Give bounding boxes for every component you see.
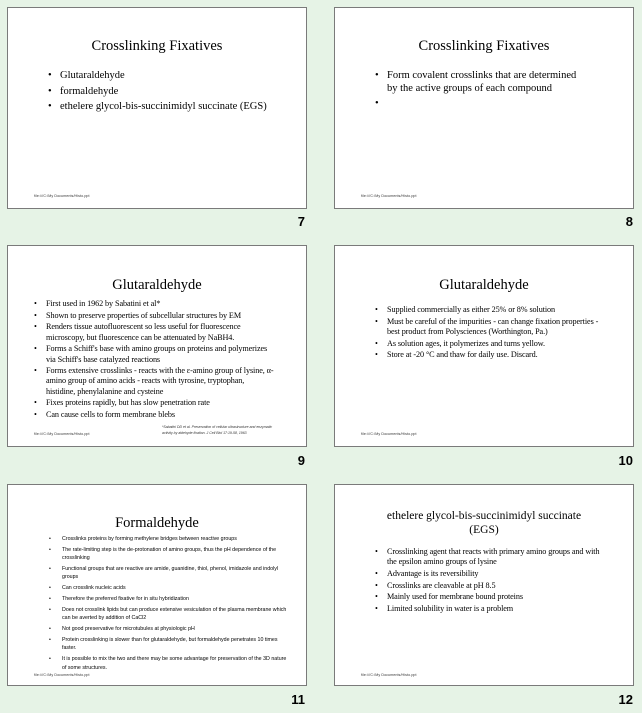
page-number: 7 (297, 214, 305, 229)
footer-url: file:///C:/My Documents/Histo.ppt (361, 194, 417, 198)
bullet-item: • Can crosslink nucleic acids (46, 584, 292, 592)
bullet-item: • Must be careful of the impurities - can change fixation properties - best product from Polysciences (Worthington, Pa.) (375, 317, 600, 337)
slide-8 (334, 7, 634, 209)
bullet-item: • Limited solubility in water is a problem (375, 604, 600, 614)
bullet-item: • Therefore the preferred fixative for in situ hybridization (46, 595, 292, 603)
bullet-item: • Supplied commercially as either 25% or 8% solution (375, 305, 600, 315)
bullet-list (46, 535, 292, 675)
footer-url: file:///C:/My Documents/Histo.ppt (34, 673, 90, 677)
slide-title: Glutaraldehyde (112, 277, 202, 293)
page-number: 11 (291, 692, 305, 707)
bullet-item: • ethelere glycol-bis-succinimidyl succinate (EGS) (48, 101, 278, 114)
slide-title: Glutaraldehyde (439, 277, 529, 293)
bullet-item: • Crosslinks proteins by forming methylene bridges between reactive groups (46, 535, 292, 543)
citation: *Sabatini DD et al. Preservation of cellular ultrastructure and enzymatic activity by aldehyde fixation. J Cell Biol 17:19-58, 1963 (162, 425, 273, 435)
bullet-list (48, 70, 278, 117)
slide-11 (7, 484, 307, 686)
bullet-list (375, 547, 600, 616)
page-number: 9 (297, 453, 305, 468)
bullet-list (375, 305, 600, 362)
bullet-item: • formaldehyde (48, 86, 278, 99)
page-number: 10 (618, 453, 633, 468)
bullet-item: • Functional groups that are reactive are amide, guanidine, thiol, phenol, imidazole and indolyl groups (46, 565, 292, 582)
bullet-item: • Does not crosslink lipids but can produce extensive vesiculation of the plasma membrane which can be averted by addition of CaCl2 (46, 606, 292, 623)
bullet-item: • As solution ages, it polymerizes and turns yellow. (375, 339, 600, 349)
footer-url: file:///C:/My Documents/Histo.ppt (34, 194, 90, 198)
slide-12 (334, 484, 634, 686)
bullet-item: • Not good preservative for microtubules at physiologic pH (46, 625, 292, 633)
bullet-item: • First used in 1962 by Sabatini et al* (34, 299, 274, 309)
slide-title: Crosslinking Fixatives (91, 38, 223, 54)
slide-10 (334, 245, 634, 447)
bullet-item: • The rate-limiting step is the de-protonation of amino groups, thus the pH dependence of the crosslinking (46, 546, 292, 563)
page-number: 12 (618, 692, 633, 707)
bullet-item: • Renders tissue autofluorescent so less useful for fluorescence microscopy, but fluorescence can be attenuated by NaBH4. (34, 322, 274, 342)
bullet-list (375, 70, 580, 113)
page-number: 8 (625, 214, 633, 229)
bullet-item: • It is possible to mix the two and there may be some advantage for preservation of the 3D nature of some structures. (46, 655, 292, 672)
bullet-item (375, 98, 580, 110)
bullet-item: • Forms a Schiff's base with amino groups on proteins and polymerizes via Schiff's base catalyzed reactions (34, 344, 274, 364)
slide-9 (7, 245, 307, 447)
bullet-item: • Advantage is its reversibility (375, 569, 600, 579)
footer-url: file:///C:/My Documents/Histo.ppt (361, 673, 417, 677)
slide-7 (7, 7, 307, 209)
bullet-item: • Can cause cells to form membrane blebs (34, 410, 274, 420)
slide-title: Formaldehyde (115, 515, 199, 531)
bullet-item: • Form covalent crosslinks that are determined by the active groups of each compound (375, 70, 580, 95)
bullet-item: • Fixes proteins rapidly, but has slow penetration rate (34, 398, 274, 408)
bullet-item: • Mainly used for membrane bound proteins (375, 592, 600, 602)
bullet-item: • Glutaraldehyde (48, 70, 278, 83)
bullet-item: • Forms extensive crosslinks - reacts with the ε-amino group of lysine, α-amino group of amino acids - reacts with tyrosine, tryptophan, histidine, phenylalanine and cysteine (34, 366, 274, 397)
bullet-item: • Crosslinks are cleavable at pH 8.5 (375, 581, 600, 591)
bullet-list (34, 299, 274, 422)
bullet-item: • Store at -20 °C and thaw for daily use. Discard. (375, 350, 600, 360)
bullet-item: • Protein crosslinking is slower than for glutaraldehyde, but formaldehyde penetrates 10 times faster. (46, 636, 292, 653)
footer-url: file:///C:/My Documents/Histo.ppt (34, 432, 90, 436)
footer-url: file:///C:/My Documents/Histo.ppt (361, 432, 417, 436)
bullet-item: • Crosslinking agent that reacts with primary amino groups and with the epsilon amino groups of lysine (375, 547, 600, 567)
bullet-item: • Shown to preserve properties of subcellular structures by EM (34, 311, 274, 321)
slide-title: Crosslinking Fixatives (418, 38, 550, 54)
slide-title: ethelere glycol-bis-succinimidyl succinate (EGS) (386, 510, 582, 536)
